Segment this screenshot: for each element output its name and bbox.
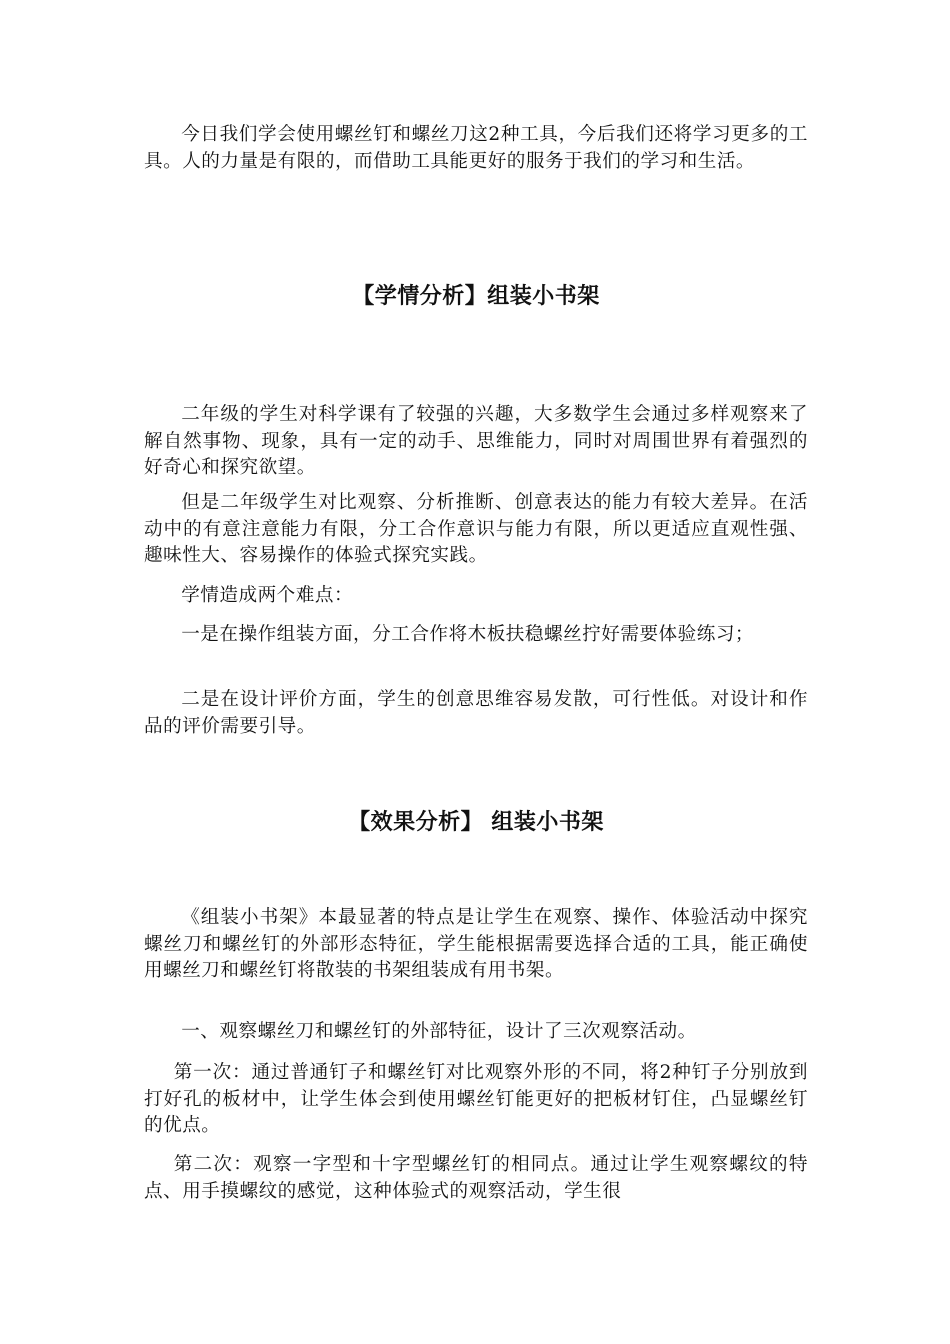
learning-paragraph-3: 学情造成两个难点：: [181, 585, 354, 606]
effect-paragraph-1: 《组装小书架》本最显著的特点是让学生在观察、操作、体验活动中探究螺丝刀和螺丝钉的外部形态特征，学生能根据需要选择合适的工具，能正确使用螺丝刀和螺丝钉将散装的书架组装成有用书架。: [144, 907, 808, 981]
section-title-effect-analysis: 【效果分析】 组装小书架: [348, 810, 604, 835]
effect-paragraph-3: 第一次：通过普通钉子和螺丝钉对比观察外形的不同，将2种钉子分别放到打好孔的板材中，让学生体会到使用螺丝钉能更好的把板材钉住，凸显螺丝钉的优点。: [144, 1062, 808, 1136]
learning-paragraph-4: 一是在操作组装方面，分工合作将木板扶稳螺丝拧好需要体验练习；: [181, 624, 755, 645]
learning-paragraph-1: 二年级的学生对科学课有了较强的兴趣，大多数学生会通过多样观察来了解自然事物、现象，具有一定的动手、思维能力，同时对周围世界有着强烈的好奇心和探究欲望。: [144, 404, 808, 478]
effect-paragraph-4: 第二次：观察一字型和十字型螺丝钉的相同点。通过让学生观察螺纹的特点、用手摸螺纹的感觉，这种体验式的观察活动，学生很: [144, 1154, 808, 1202]
effect-paragraph-2: 一、观察螺丝刀和螺丝钉的外部特征，设计了三次观察活动。: [181, 1021, 697, 1042]
learning-paragraph-2: 但是二年级学生对比观察、分析推断、创意表达的能力有较大差异。在活动中的有意注意能力有限，分工合作意识与能力有限，所以更适应直观性强、趣味性大、容易操作的体验式探究实践。: [144, 492, 808, 566]
learning-paragraph-5: 二是在设计评价方面，学生的创意思维容易发散，可行性低。对设计和作品的评价需要引导。: [144, 689, 808, 737]
intro-paragraph: 今日我们学会使用螺丝钉和螺丝刀这2种工具，今后我们还将学习更多的工具。人的力量是有限的，而借助工具能更好的服务于我们的学习和生活。: [144, 124, 808, 172]
section-title-learning-analysis: 【学情分析】组装小书架: [352, 284, 600, 309]
